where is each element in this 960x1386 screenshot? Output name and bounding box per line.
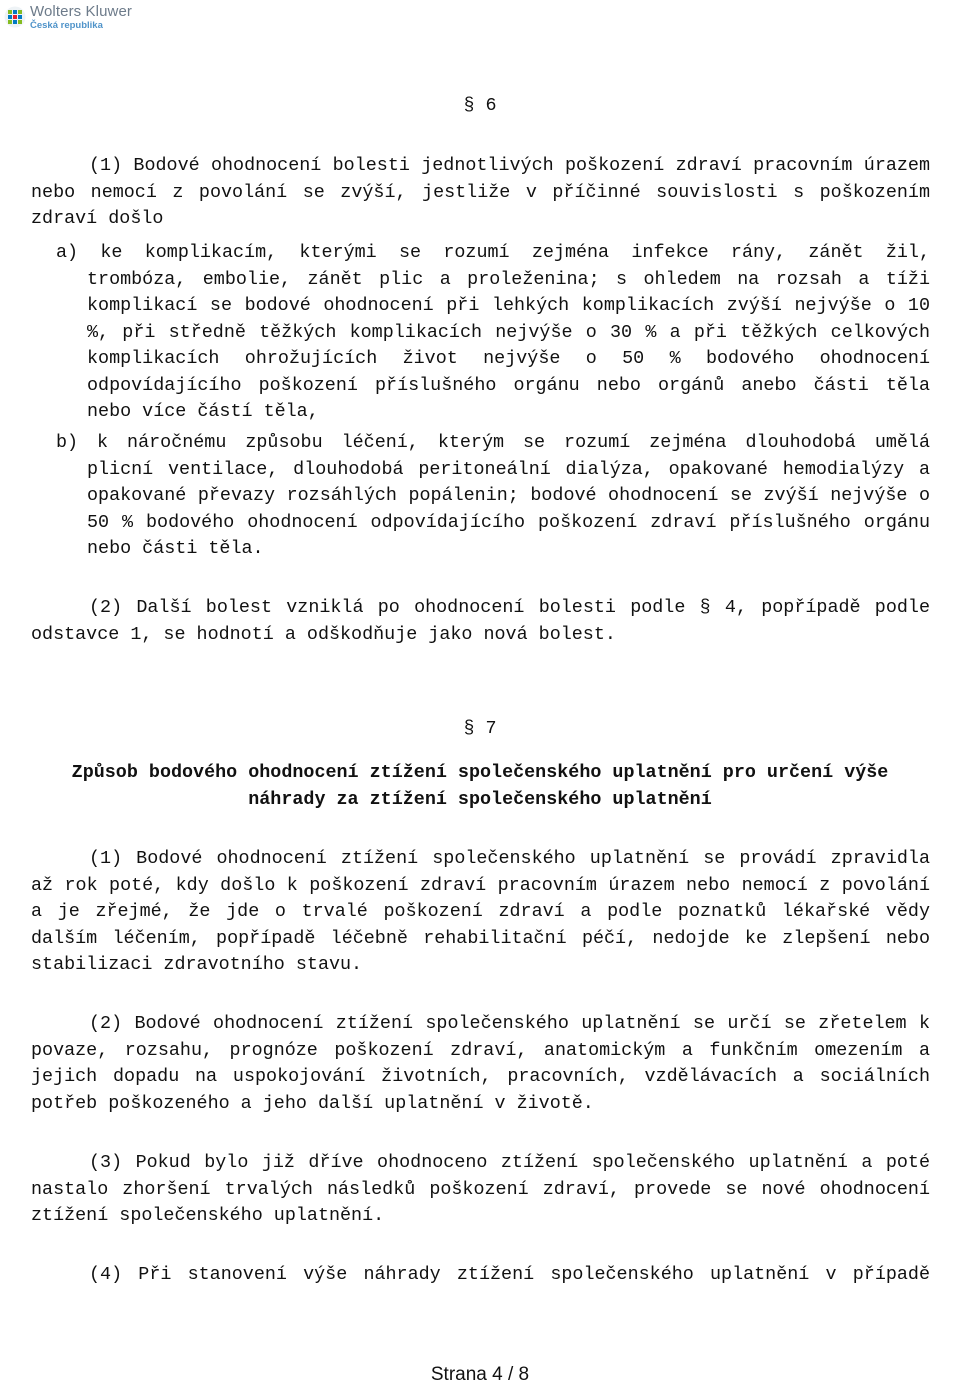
text-line: (3) Pokud bylo již dříve ohodnoceno ztížení společenského uplatnění a poté <box>89 1152 930 1173</box>
section-6-item-b <box>56 430 930 563</box>
section-7-paragraph-2 <box>31 1011 930 1117</box>
text-line: opakované převazy rozsáhlých popálenin; bodové ohodnocení se zvýší nejvýše o <box>87 485 930 506</box>
text-line: a je zřejmé, že jde o trvalé poškození zdraví a podle poznatků lékařské vědy <box>31 901 930 922</box>
text-line: dalším léčením, popřípadě léčebně rehabilitační péčí, nedojde ke zlepšení nebo <box>31 927 930 949</box>
text-line: (2) Další bolest vzniklá po ohodnocení bolesti podle § 4, popřípadě podle <box>89 597 930 618</box>
text-line: (2) Bodové ohodnocení ztížení společenského uplatnění se určí se zřetelem k <box>89 1013 930 1034</box>
text-line: nebo části těla. <box>87 538 264 559</box>
section-7-paragraph-1 <box>31 846 930 979</box>
section-7-heading-line-1: Způsob bodového ohodnocení ztížení společenského uplatnění pro určení výše <box>71 762 889 783</box>
text-line: až rok poté, kdy došlo k poškození zdraví pracovním úrazem nebo nemocí z povolání <box>31 874 930 896</box>
section-6-number: § 6 <box>463 95 497 116</box>
text-line: odpovídajícího poškození příslušného orgánu nebo orgánů anebo části těla <box>87 374 930 396</box>
text-line: zdraví došlo <box>31 208 164 229</box>
text-line: plicní ventilace, dlouhodobá peritoneální dialýza, opakované hemodialýzy a <box>87 458 930 480</box>
text-line: ztížení společenského uplatnění. <box>31 1205 385 1226</box>
text-line: jejich dopadu na uspokojování životních, pracovních, vzdělávacích a sociálních <box>31 1066 930 1087</box>
section-7-paragraph-4 <box>31 1262 930 1289</box>
section-7-heading-line-2: náhrady za ztížení společenského uplatnění <box>248 788 712 810</box>
text-line: trombóza, embolie, zánět plic a proleženina; s ohledem na rozsah a tíži <box>87 268 930 290</box>
text-line: 50 % bodového ohodnocení odpovídajícího poškození zdraví příslušného orgánu <box>87 511 930 533</box>
text-line: komplikací se bodové ohodnocení při lehkých komplikacích zvýší nejvýše o 10 <box>87 295 930 316</box>
text-line: stabilizaci zdravotního stavu. <box>31 954 363 975</box>
section-7-paragraph-3 <box>31 1150 930 1230</box>
section-7-heading <box>0 760 960 813</box>
text-line: (1) Bodové ohodnocení bolesti jednotlivých poškození zdraví pracovním úrazem <box>89 155 930 176</box>
text-line: a) ke komplikacím, kterými se rozumí zejména infekce rány, zánět žil, <box>56 242 930 263</box>
wolters-kluwer-logo-icon <box>4 6 26 28</box>
logo-subtitle: Česká republika <box>30 20 103 31</box>
logo-text <box>30 4 132 31</box>
section-6-paragraph-2 <box>31 595 930 648</box>
text-line: nebo více částí těla, <box>87 401 319 422</box>
logo-name: Wolters Kluwer <box>30 3 132 20</box>
text-line: komplikacích ohrožujících život nejvýše o 50 % bodového ohodnocení <box>87 348 930 369</box>
text-line: %, při středně těžkých komplikacích nejvýše o 30 % a při těžkých celkových <box>87 321 930 343</box>
text-line: (1) Bodové ohodnocení ztížení společenského uplatnění se provádí zpravidla <box>89 848 930 869</box>
text-line: odstavce 1, se hodnotí a odškodňuje jako nová bolest. <box>31 623 616 645</box>
text-line: nastalo zhoršení trvalých následků poškození zdraví, provede se nové ohodnocení <box>31 1178 930 1200</box>
publisher-logo <box>4 4 132 34</box>
text-line: nebo nemocí z povolání se zvýší, jestliže v příčinné souvislosti s poškozením <box>31 181 930 203</box>
section-6-item-a <box>56 240 930 426</box>
page-number: Strana 4 / 8 <box>430 1364 530 1385</box>
text-line: (4) Při stanovení výše náhrady ztížení společenského uplatnění v případě <box>89 1264 930 1285</box>
section-7-number: § 7 <box>463 718 497 739</box>
text-line: b) k náročnému způsobu léčení, kterým se rozumí zejména dlouhodobá umělá <box>56 432 930 453</box>
text-line: povaze, rozsahu, prognóze poškození zdraví, anatomickým a funkčním omezením a <box>31 1039 930 1061</box>
text-line: potřeb poškozeného a jeho další uplatnění v životě. <box>31 1092 594 1114</box>
section-6-paragraph-1 <box>31 153 930 233</box>
